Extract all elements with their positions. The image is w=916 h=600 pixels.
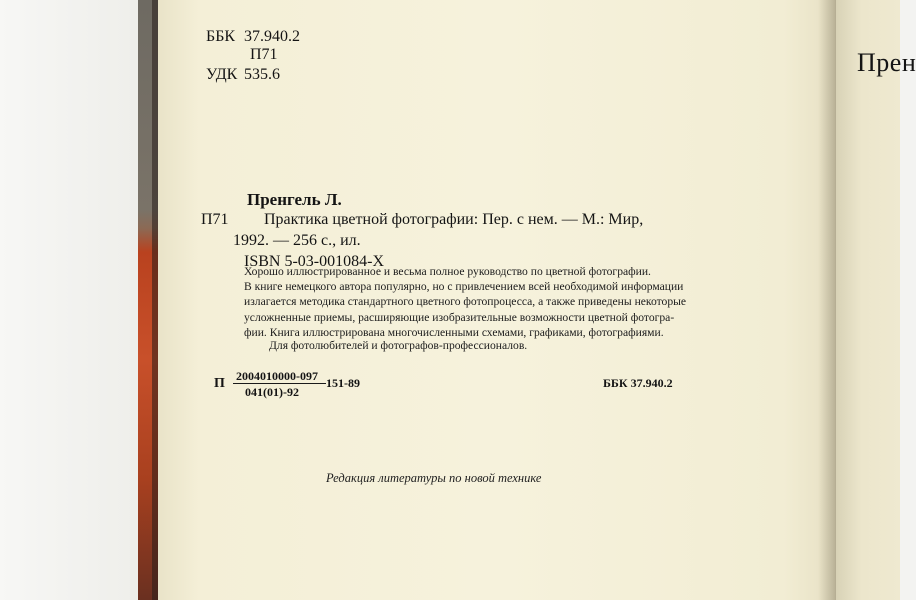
annotation-line: излагается методика стандартного цветного фотопроцесса, а также приведены некоторые [244, 295, 687, 309]
index-denominator: 041(01)-92 [245, 385, 299, 399]
record-mark: П71 [201, 211, 229, 228]
annotation-line: Хорошо иллюстрированное и весьма полное руководство по цветной фотографии. [244, 265, 651, 278]
isbn: ISBN 5-03-001084-X [244, 253, 384, 270]
index-suffix: 151-89 [326, 376, 360, 390]
annotation-paragraph [244, 264, 687, 340]
author-mark: П71 [250, 46, 278, 63]
udk-line [206, 65, 280, 85]
bleed-through-text [330, 74, 650, 114]
author-name: Пренгель Л. [247, 190, 342, 209]
edition-note: Редакция литературы по новой технике [326, 471, 542, 485]
annotation-line: В книге немецкого автора популярно, но с привлечением всей необходимой информации [244, 280, 684, 294]
title-line-2: 1992. — 256 с., ил. [233, 232, 361, 249]
index-numerator: 2004010000-097 [236, 369, 318, 383]
annotation-line: усложненные приемы, расширяющие изобразительные возможности цветной фотогра- [244, 310, 675, 324]
bbk-bottom: ББК 37.940.2 [603, 376, 673, 390]
bbk-code: 37.940.2 [244, 28, 300, 45]
bbk-line [206, 27, 300, 47]
background [0, 0, 140, 600]
right-page-fragment: Прен [857, 48, 916, 77]
annotation-line: фии. Книга иллюстрирована многочисленными схемами, графиками, фотографиями. [244, 325, 664, 339]
audience-note: Для фотолюбителей и фотографов-профессионалов. [269, 339, 528, 352]
udk-code: 535.6 [244, 66, 280, 83]
right-page [836, 0, 900, 600]
index-letter: П [214, 376, 225, 391]
bbk-label: ББК [206, 28, 236, 45]
title-line-1: Практика цветной фотографии: Пер. с нем. — М.: Мир, [264, 211, 644, 228]
udk-label: УДК [206, 66, 238, 83]
